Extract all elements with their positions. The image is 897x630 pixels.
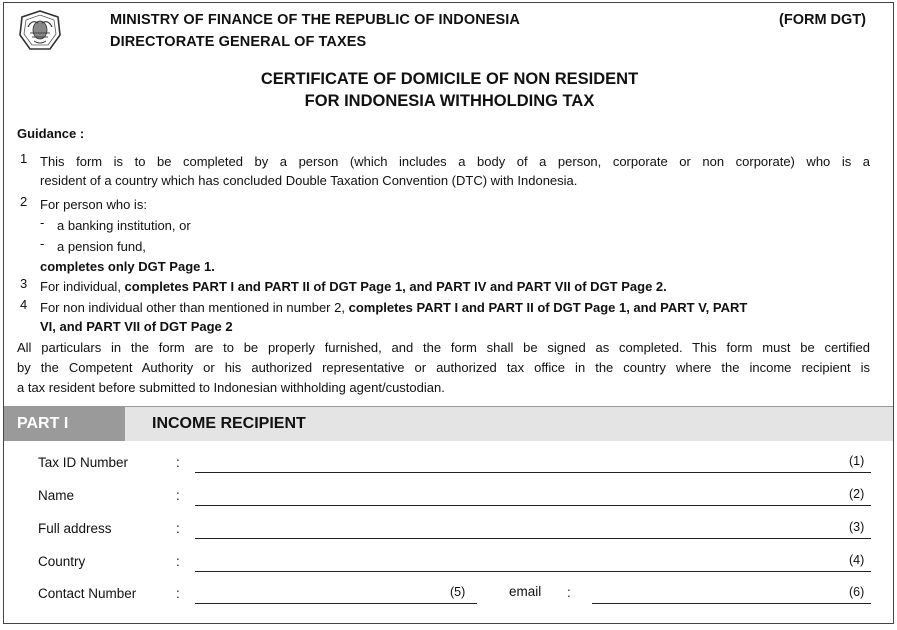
- guidance-note: completes only DGT Page 1.: [40, 259, 215, 274]
- field-number: (3): [849, 520, 865, 534]
- contact-number-field[interactable]: [195, 603, 477, 604]
- guidance-bullet: a banking institution, or: [57, 218, 191, 233]
- guidance-paragraph-line: by the Competent Authority or his authorized representative or authorized tax office in the country where the income recipient is: [17, 360, 870, 375]
- field-number: (1): [849, 454, 865, 468]
- field-colon: :: [176, 586, 180, 601]
- guidance-item-number: 4: [20, 297, 28, 312]
- field-number: (6): [849, 585, 865, 599]
- form-page: [3, 2, 894, 624]
- full-address-field[interactable]: [195, 538, 871, 539]
- email-label: email: [509, 584, 542, 599]
- full-address-label: Full address: [38, 521, 112, 536]
- document-title: CERTIFICATE OF DOMICILE OF NON RESIDENT: [260, 70, 639, 88]
- field-colon: :: [176, 521, 180, 536]
- guidance-item-plain: For non individual other than mentioned in number 2,: [40, 300, 349, 315]
- guidance-bullet: a pension fund,: [57, 239, 146, 254]
- guidance-paragraph-line: All particulars in the form are to be properly furnished, and the form shall be signed as completed. This form must be certified: [17, 340, 870, 355]
- list-dash: -: [40, 215, 45, 230]
- guidance-paragraph-line: a tax resident before submitted to Indonesian withholding agent/custodian.: [17, 380, 445, 395]
- guidance-heading: Guidance :: [17, 126, 85, 141]
- guidance-item-text: This form is to be completed by a person (which includes a body of a person, corporate or non corporate) who is a: [40, 154, 870, 169]
- guidance-item-plain: For individual,: [40, 279, 125, 294]
- field-colon: :: [176, 488, 180, 503]
- field-colon: :: [176, 455, 180, 470]
- field-colon: :: [176, 554, 180, 569]
- country-label: Country: [38, 554, 86, 569]
- tax-id-label: Tax ID Number: [38, 455, 129, 470]
- country-field[interactable]: [195, 571, 871, 572]
- guidance-item-text: resident of a country which has concluded Double Taxation Convention (DTC) with Indonesia.: [40, 173, 578, 188]
- field-number: (2): [849, 487, 865, 501]
- guidance-item-number: 2: [20, 194, 28, 209]
- form-code: (FORM DGT): [779, 12, 866, 28]
- guidance-item-text: [40, 297, 747, 318]
- part-title: INCOME RECIPIENT: [152, 415, 306, 432]
- guidance-item-text: [40, 276, 667, 297]
- guidance-item-text: For person who is:: [40, 197, 147, 212]
- document-subtitle: FOR INDONESIA WITHHOLDING TAX: [304, 92, 595, 110]
- name-label: Name: [38, 488, 75, 503]
- part-header-bar: [4, 406, 893, 441]
- email-field[interactable]: [592, 603, 871, 604]
- name-field[interactable]: [195, 505, 871, 506]
- guidance-item-bold: completes PART I and PART II of DGT Page 1, and PART IV and PART VII of DGT Page 2.: [124, 279, 667, 294]
- part-tab: PART I: [4, 407, 125, 441]
- tax-id-field[interactable]: [195, 472, 871, 473]
- contact-number-label: Contact Number: [38, 586, 137, 601]
- list-dash: -: [40, 236, 45, 251]
- field-number: (4): [849, 553, 865, 567]
- ministry-emblem-icon: [18, 9, 62, 53]
- directorate-name: DIRECTORATE GENERAL OF TAXES: [110, 34, 367, 50]
- guidance-item-number: 1: [20, 151, 28, 166]
- ministry-name: MINISTRY OF FINANCE OF THE REPUBLIC OF INDONESIA: [110, 12, 521, 28]
- field-colon: :: [567, 585, 571, 600]
- field-number: (5): [450, 585, 466, 599]
- guidance-item-bold: VI, and PART VII of DGT Page 2: [40, 319, 233, 334]
- guidance-item-bold: completes PART I and PART II of DGT Page 1, and PART V, PART: [348, 300, 748, 315]
- guidance-item-number: 3: [20, 276, 28, 291]
